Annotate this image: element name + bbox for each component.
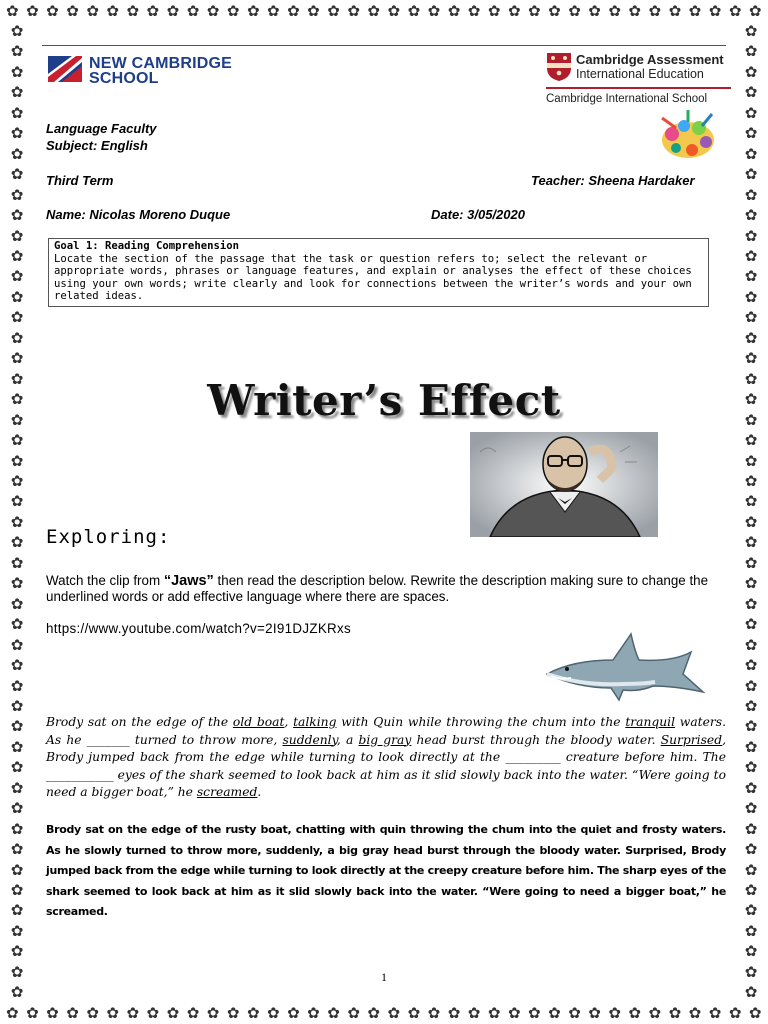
- jaws-passage: [46, 714, 726, 802]
- border-right: [740, 22, 762, 1002]
- border-flower-icon: ✿: [608, 1004, 621, 1022]
- border-flower-icon: ✿: [548, 2, 561, 20]
- underlined-word: suddenly: [282, 732, 337, 747]
- border-flower-icon: ✿: [688, 2, 702, 20]
- border-flower-icon: ✿: [744, 696, 758, 715]
- border-flower-icon: ✿: [728, 2, 742, 20]
- border-flower-icon: ✿: [688, 1004, 702, 1022]
- underlined-word: screamed: [196, 785, 258, 799]
- passage-text: Brody sat on the edge of the: [46, 715, 233, 729]
- border-flower-icon: ✿: [744, 287, 758, 306]
- border-flower-icon: ✿: [10, 22, 24, 40]
- border-flower-icon: ✿: [387, 1004, 401, 1022]
- subject-label: Subject: English: [46, 138, 148, 153]
- cambridge-line1: Cambridge Assessment: [576, 52, 724, 67]
- border-flower-icon: ✿: [507, 2, 521, 20]
- border-flower-icon: ✿: [744, 328, 758, 347]
- border-flower-icon: ✿: [744, 860, 758, 879]
- border-flower-icon: ✿: [744, 22, 758, 40]
- border-flower-icon: ✿: [744, 574, 758, 593]
- border-flower-icon: ✿: [146, 2, 160, 20]
- border-flower-icon: ✿: [728, 1004, 742, 1022]
- border-flower-icon: ✿: [467, 2, 481, 20]
- border-flower-icon: ✿: [744, 553, 758, 572]
- border-flower-icon: ✿: [327, 2, 340, 20]
- border-flower-icon: ✿: [427, 2, 441, 20]
- border-flower-icon: ✿: [588, 1004, 601, 1022]
- border-flower-icon: ✿: [744, 390, 758, 409]
- border-flower-icon: ✿: [748, 1004, 762, 1022]
- border-flower-icon: ✿: [106, 1004, 119, 1022]
- border-flower-icon: ✿: [744, 431, 758, 450]
- youtube-link[interactable]: https://www.youtube.com/watch?v=2I91DJZKRxs: [46, 621, 352, 636]
- border-flower-icon: ✿: [126, 1004, 140, 1022]
- border-flower-icon: ✿: [10, 778, 24, 797]
- border-flower-icon: ✿: [86, 1004, 99, 1022]
- border-flower-icon: ✿: [10, 328, 24, 347]
- underlined-word: talking: [293, 715, 337, 729]
- border-flower-icon: ✿: [6, 2, 19, 20]
- border-flower-icon: ✿: [307, 1004, 320, 1022]
- border-flower-icon: ✿: [10, 942, 24, 961]
- border-flower-icon: ✿: [146, 1004, 160, 1022]
- cambridge-assessment-logo: [546, 52, 731, 105]
- passage-text: head burst through the bloody water.: [411, 732, 661, 747]
- border-flower-icon: ✿: [10, 512, 24, 531]
- border-flower-icon: ✿: [744, 758, 758, 777]
- header-rule: [42, 45, 726, 46]
- border-flower-icon: ✿: [744, 308, 758, 327]
- underlined-word: tranquil: [625, 715, 676, 729]
- border-flower-icon: ✿: [106, 2, 119, 20]
- border-flower-icon: ✿: [10, 308, 24, 327]
- border-flower-icon: ✿: [648, 1004, 662, 1022]
- border-flower-icon: ✿: [407, 2, 421, 20]
- border-flower-icon: ✿: [267, 1004, 280, 1022]
- border-flower-icon: ✿: [487, 1004, 501, 1022]
- border-flower-icon: ✿: [744, 144, 758, 163]
- border-flower-icon: ✿: [744, 42, 758, 61]
- border-flower-icon: ✿: [588, 2, 601, 20]
- border-flower-icon: ✿: [10, 553, 24, 572]
- border-flower-icon: ✿: [10, 594, 24, 613]
- border-flower-icon: ✿: [10, 226, 24, 245]
- border-flower-icon: ✿: [10, 410, 24, 429]
- border-flower-icon: ✿: [744, 492, 758, 511]
- border-flower-icon: ✿: [10, 287, 24, 306]
- border-flower-icon: ✿: [327, 1004, 340, 1022]
- border-flower-icon: ✿: [10, 62, 24, 81]
- new-cambridge-school-logo: [48, 56, 232, 86]
- border-flower-icon: ✿: [367, 1004, 380, 1022]
- border-flower-icon: ✿: [744, 840, 758, 859]
- border-flower-icon: ✿: [10, 799, 24, 818]
- passage-text: with Quin while throwing the chum into the: [336, 715, 626, 729]
- goal-body: Locate the section of the passage that the task or question refers to; select the relevant or appropriate words, phrases or language features, and explain or analyses the effect of these choices using your own words; write clearly and look for connections between the writer’s words and your own related ideas.: [54, 252, 692, 302]
- border-flower-icon: ✿: [267, 2, 280, 20]
- border-flower-icon: ✿: [10, 206, 24, 225]
- border-flower-icon: ✿: [744, 410, 758, 429]
- border-flower-icon: ✿: [744, 962, 758, 981]
- border-flower-icon: ✿: [467, 1004, 481, 1022]
- border-flower-icon: ✿: [86, 2, 99, 20]
- border-flower-icon: ✿: [507, 1004, 521, 1022]
- border-flower-icon: ✿: [708, 2, 722, 20]
- goal-title: Goal 1: Reading Comprehension: [54, 240, 239, 252]
- border-flower-icon: ✿: [287, 2, 300, 20]
- border-flower-icon: ✿: [744, 226, 758, 245]
- border-flower-icon: ✿: [744, 901, 758, 920]
- border-flower-icon: ✿: [407, 1004, 421, 1022]
- underlined-word: big gray: [358, 732, 412, 747]
- border-flower-icon: ✿: [528, 2, 541, 20]
- border-flower-icon: ✿: [66, 2, 79, 20]
- border-flower-icon: ✿: [10, 124, 24, 143]
- border-flower-icon: ✿: [367, 2, 380, 20]
- faculty-label: Language Faculty: [46, 121, 157, 136]
- border-flower-icon: ✿: [10, 901, 24, 920]
- border-flower-icon: ✿: [744, 921, 758, 940]
- underlined-word: Surprised: [660, 732, 723, 747]
- rewritten-passage: Brody sat on the edge of the rusty boat, chatting with quin throwing the chum into the quiet and frosty waters. As he slowly turned to throw more, suddenly, a big gray head burst through the bloody water. Surprised, Brody jumped back from the edge while turning to look directly at the creepy creature before him. The sharp eyes of the shark seemed to look back at him as it slid slowly back into the water. “Were going to need a bigger boat,” he screamed.: [46, 823, 726, 918]
- border-flower-icon: ✿: [186, 1004, 200, 1022]
- border-flower-icon: ✿: [10, 962, 24, 981]
- cambridge-line2: International Education: [576, 67, 704, 81]
- border-flower-icon: ✿: [10, 165, 24, 184]
- border-flower-icon: ✿: [744, 369, 758, 388]
- border-flower-icon: ✿: [744, 881, 758, 900]
- border-flower-icon: ✿: [10, 390, 24, 409]
- border-flower-icon: ✿: [10, 983, 24, 1002]
- border-flower-icon: ✿: [46, 1004, 59, 1022]
- border-flower-icon: ✿: [648, 2, 662, 20]
- border-flower-icon: ✿: [10, 492, 24, 511]
- border-flower-icon: ✿: [10, 921, 24, 940]
- border-flower-icon: ✿: [166, 2, 180, 20]
- border-flower-icon: ✿: [744, 635, 758, 654]
- shark-illustration: [543, 630, 705, 710]
- border-flower-icon: ✿: [744, 983, 758, 1002]
- border-flower-icon: ✿: [6, 1004, 19, 1022]
- border-flower-icon: ✿: [447, 2, 461, 20]
- jaws-title: “Jaws”: [163, 573, 214, 589]
- border-flower-icon: ✿: [744, 819, 758, 838]
- border-flower-icon: ✿: [10, 696, 24, 715]
- border-flower-icon: ✿: [10, 533, 24, 552]
- border-flower-icon: ✿: [26, 2, 39, 20]
- exploring-heading: Exploring:: [46, 526, 171, 548]
- border-flower-icon: ✿: [246, 1004, 260, 1022]
- border-flower-icon: ✿: [10, 471, 24, 490]
- border-flower-icon: ✿: [206, 1004, 220, 1022]
- border-flower-icon: ✿: [744, 165, 758, 184]
- cambridge-shield-icon: [546, 52, 572, 82]
- passage-text: ,: [284, 715, 294, 729]
- border-flower-icon: ✿: [744, 512, 758, 531]
- border-flower-icon: ✿: [26, 1004, 39, 1022]
- border-flower-icon: ✿: [10, 185, 24, 204]
- border-flower-icon: ✿: [744, 942, 758, 961]
- border-flower-icon: ✿: [307, 2, 320, 20]
- border-flower-icon: ✿: [744, 471, 758, 490]
- border-top: [0, 0, 768, 22]
- border-flower-icon: ✿: [628, 2, 641, 20]
- border-flower-icon: ✿: [166, 1004, 180, 1022]
- goal-box: [48, 238, 709, 307]
- border-flower-icon: ✿: [427, 1004, 441, 1022]
- border-flower-icon: ✿: [387, 2, 401, 20]
- thinking-man-illustration: [470, 432, 658, 537]
- border-flower-icon: ✿: [10, 840, 24, 859]
- cambridge-divider: [546, 87, 731, 89]
- border-flower-icon: ✿: [487, 2, 501, 20]
- passage-text: waters. As he _______ turned to throw more,: [46, 715, 726, 747]
- border-flower-icon: ✿: [226, 1004, 240, 1022]
- border-flower-icon: ✿: [10, 656, 24, 675]
- border-flower-icon: ✿: [744, 246, 758, 265]
- border-flower-icon: ✿: [10, 635, 24, 654]
- border-flower-icon: ✿: [744, 103, 758, 122]
- border-flower-icon: ✿: [708, 1004, 722, 1022]
- border-flower-icon: ✿: [347, 2, 360, 20]
- union-flag-icon: [48, 56, 82, 82]
- border-flower-icon: ✿: [668, 2, 682, 20]
- border-flower-icon: ✿: [628, 1004, 641, 1022]
- border-flower-icon: ✿: [608, 2, 621, 20]
- border-flower-icon: ✿: [246, 2, 260, 20]
- cambridge-line3: Cambridge International School: [546, 93, 708, 105]
- border-flower-icon: ✿: [744, 533, 758, 552]
- border-flower-icon: ✿: [347, 1004, 360, 1022]
- border-flower-icon: ✿: [10, 676, 24, 695]
- instructions: [46, 573, 726, 605]
- border-flower-icon: ✿: [10, 267, 24, 286]
- border-flower-icon: ✿: [668, 1004, 682, 1022]
- passage-text: , Brody jumped back from the edge while turning to look directly at the _________ creature before him. The ___________ eyes of the shark seemed to look back at him as it slid slowly back into the water. “Were going to need a bigger boat,” he: [46, 732, 726, 799]
- border-flower-icon: ✿: [10, 431, 24, 450]
- border-flower-icon: ✿: [744, 778, 758, 797]
- border-flower-icon: ✿: [744, 615, 758, 634]
- border-flower-icon: ✿: [10, 246, 24, 265]
- border-flower-icon: ✿: [744, 349, 758, 368]
- border-flower-icon: ✿: [10, 349, 24, 368]
- teacher-label: Teacher: Sheena Hardaker: [531, 173, 695, 188]
- border-flower-icon: ✿: [744, 656, 758, 675]
- border-flower-icon: ✿: [226, 2, 240, 20]
- border-flower-icon: ✿: [548, 1004, 561, 1022]
- border-flower-icon: ✿: [10, 451, 24, 470]
- school-name-line2: SCHOOL: [89, 70, 159, 87]
- border-flower-icon: ✿: [748, 2, 762, 20]
- school-name-line1: NEW CAMBRIDGE: [89, 55, 233, 72]
- instructions-part1: Watch the clip from: [46, 573, 164, 588]
- border-flower-icon: ✿: [744, 267, 758, 286]
- border-flower-icon: ✿: [744, 737, 758, 756]
- border-flower-icon: ✿: [10, 42, 24, 61]
- underlined-word: old boat: [232, 715, 285, 729]
- border-flower-icon: ✿: [744, 206, 758, 225]
- border-flower-icon: ✿: [528, 1004, 541, 1022]
- border-flower-icon: ✿: [10, 881, 24, 900]
- border-flower-icon: ✿: [10, 717, 24, 736]
- border-left: [6, 22, 28, 1002]
- border-flower-icon: ✿: [744, 799, 758, 818]
- border-flower-icon: ✿: [744, 124, 758, 143]
- border-flower-icon: ✿: [744, 185, 758, 204]
- border-flower-icon: ✿: [744, 717, 758, 736]
- border-flower-icon: ✿: [10, 574, 24, 593]
- student-name-label: Name: Nicolas Moreno Duque: [46, 207, 231, 222]
- border-flower-icon: ✿: [126, 2, 140, 20]
- page-number: 1: [381, 970, 387, 984]
- border-flower-icon: ✿: [287, 1004, 300, 1022]
- passage-text: , a: [336, 732, 359, 747]
- border-flower-icon: ✿: [744, 62, 758, 81]
- border-flower-icon: ✿: [744, 594, 758, 613]
- term-label: Third Term: [46, 173, 114, 188]
- border-flower-icon: ✿: [10, 144, 24, 163]
- border-flower-icon: ✿: [447, 1004, 461, 1022]
- border-flower-icon: ✿: [66, 1004, 79, 1022]
- border-flower-icon: ✿: [568, 1004, 581, 1022]
- border-flower-icon: ✿: [186, 2, 200, 20]
- instructions-part2: then read the description below. Rewrite the description making sure to change the underlined words or add effective language where there are spaces.: [46, 573, 709, 604]
- border-flower-icon: ✿: [10, 860, 24, 879]
- border-flower-icon: ✿: [744, 676, 758, 695]
- border-flower-icon: ✿: [10, 758, 24, 777]
- border-flower-icon: ✿: [206, 2, 220, 20]
- border-flower-icon: ✿: [10, 737, 24, 756]
- border-flower-icon: ✿: [744, 451, 758, 470]
- border-flower-icon: ✿: [10, 615, 24, 634]
- art-palette-icon: [654, 108, 722, 164]
- border-flower-icon: ✿: [10, 369, 24, 388]
- border-flower-icon: ✿: [10, 819, 24, 838]
- date-label: Date: 3/05/2020: [431, 207, 525, 222]
- border-flower-icon: ✿: [10, 103, 24, 122]
- border-flower-icon: ✿: [568, 2, 581, 20]
- border-flower-icon: ✿: [744, 83, 758, 102]
- page-title: Writer’s Effect: [207, 376, 561, 425]
- passage-text: .: [257, 785, 262, 799]
- border-flower-icon: ✿: [10, 83, 24, 102]
- border-flower-icon: ✿: [46, 2, 59, 20]
- border-bottom: [0, 1002, 768, 1024]
